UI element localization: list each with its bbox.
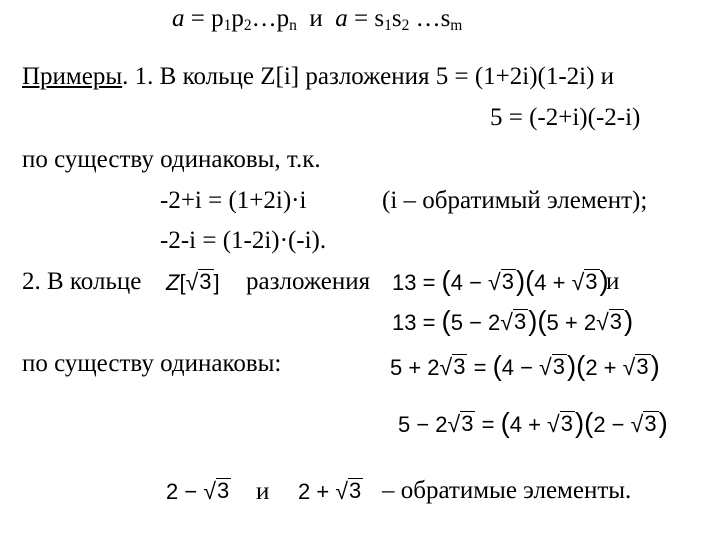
unit-1: 2 − √ 3 [166, 477, 230, 504]
example1-line1: Примеры. 1. В кольце Z[i] разложения 5 = (1+2i)(1-2i) и [22, 63, 615, 90]
var-a: a [335, 5, 348, 32]
example1-note: (i – обратимый элемент); [382, 187, 648, 214]
formula-relation-2: 5 − 2 √ 3 = (4 + √ 3 )(2 − √ 3 ) [398, 407, 668, 438]
ring-formula: Z[ √ 3 ] [166, 268, 220, 295]
var-a: a [172, 5, 185, 32]
formula-relation-1: 5 + 2 √ 3 = (4 − √ 3 )(2 + √ 3 ) [390, 350, 660, 381]
example1-line3: по существу одинаковы, т.к. [22, 146, 321, 173]
units-conj: и [256, 478, 270, 505]
example1-line5: -2-i = (1-2i)·(-i). [160, 227, 327, 254]
examples-label: Примеры [22, 63, 123, 90]
sqrt-3: √ 3 [185, 268, 212, 295]
example2-same: по существу одинаковы: [22, 350, 282, 377]
example2-start: 2. В кольце [22, 268, 142, 295]
units-text: – обратимые элементы. [382, 477, 632, 504]
formula-13-second: 13 = (5 − 2 √ 3 )(5 + 2 √ 3 ) [392, 305, 634, 336]
example1-line4: -2+i = (1+2i)·i [160, 187, 307, 214]
example2-word: разложения [246, 268, 371, 295]
unit-2: 2 + √ 3 [298, 477, 362, 504]
example2-conj: и [606, 268, 620, 295]
formula-13-first: 13 = (4 − √ 3 )(4 + √ 3 ) [392, 265, 609, 296]
header-formula: $a = p_1p_2\dots p_n$ и $a = s_1s_2$ $\dots s_m$ [172, 5, 463, 34]
example1-line2: 5 = (-2+i)(-2-i) [490, 104, 641, 131]
